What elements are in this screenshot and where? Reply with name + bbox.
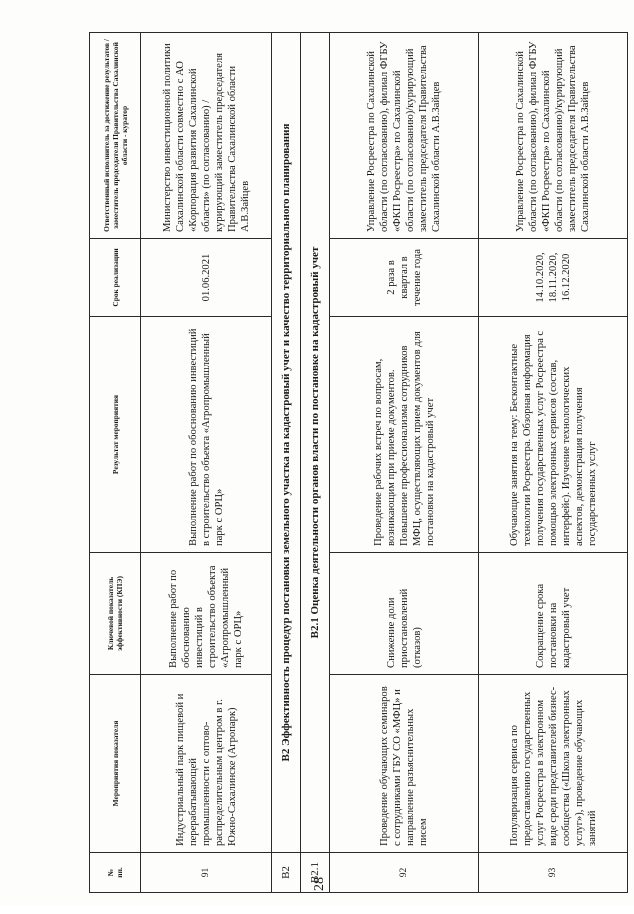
activity-cell: Проведение обучающих семинаров с сотрудниками ГБУ СО «МФЦ» и направление разъяснительных писем: [330, 675, 479, 853]
activity-cell: Популяризация сервиса по предоставлению государственных услуг Росреестра в электронном виде среди представителей бизнес-сообщества («Школа электронных услуг»), проведение обучающих занятий: [479, 675, 628, 853]
section-number: B2: [272, 853, 301, 893]
measures-table: [89, 32, 628, 893]
table-header-row: [90, 33, 141, 893]
row-number: 91: [141, 853, 272, 893]
section-number: B2.1: [301, 853, 330, 893]
table-row-92: [330, 33, 479, 893]
header-responsible: Ответственный исполнитель за достижение результатов / заместитель председателя Правительства Сахалинской области - куратор: [90, 33, 141, 239]
result-cell: Выполнение работ по обоснованию инвестиций в строительство объекта «Агропромышленный парк с ОРЦ»: [141, 317, 272, 553]
page-number: 28: [312, 877, 327, 891]
section-row-b21: [301, 33, 330, 893]
activity-cell: Индустриальный парк пищевой и перерабатывающей промышленности с оптово-распределительным центром в г. Южно-Сахалинске (Агропарк): [141, 675, 272, 853]
table-row-91: [141, 33, 272, 893]
term-cell: 2 раза в квартал в течение года: [330, 239, 479, 317]
responsible-cell: Управление Росреестра по Сахалинской области (по согласованию), филиал ФГБУ «ФКП Росреестра» по Сахалинской области (по согласованию)/курирующий заместитель председателя Правительства Сахалинской области А.В.Зайцев: [479, 33, 628, 239]
responsible-cell: Управление Росреестра по Сахалинской области (по согласованию), филиал ФГБУ «ФКП Росреестра» по Сахалинской области (по согласованию)/курирующий заместитель председателя Правительства Сахалинской области А.В.Зайцев: [330, 33, 479, 239]
kpi-cell: Снижение доли приостановлений (отказов): [330, 553, 479, 675]
section-row-b2: [272, 33, 301, 893]
header-num: № пп.: [90, 853, 141, 893]
term-cell: 14.10.2020, 18.11.2020, 16.12.2020: [479, 239, 628, 317]
term-cell: 01.06.2021: [141, 239, 272, 317]
result-cell: Проведение рабочих встреч по вопросам, возникающим при приеме документов. Повышение профессионализма сотрудников МФЦ, осуществляющих прием документов для постановки на кадастровый учет: [330, 317, 479, 553]
responsible-cell: Министерство инвестиционной политики Сахалинской области совместно с АО «Корпорация развития Сахалинской области» (по согласованию) / курирующий заместитель председателя Правительства Сахалинской области А.В.Зайцев: [141, 33, 272, 239]
row-number: 92: [330, 853, 479, 893]
row-number: 93: [479, 853, 628, 893]
header-kpi: Ключевой показатель эффективности (КПЭ): [90, 553, 141, 675]
header-term: Срок реализации: [90, 239, 141, 317]
section-title: B2.1 Оценка деятельности органов власти по постановке на кадастровый учет: [301, 33, 330, 853]
kpi-cell: Сокращение срока постановки на кадастровый учет: [479, 553, 628, 675]
section-title: B2 Эффективность процедур постановки земельного участка на кадастровый учет и качество территориального планирования: [272, 33, 301, 853]
header-result: Результат мероприятия: [90, 317, 141, 553]
kpi-cell: Выполнение работ по обоснованию инвестиций в строительство объекта «Агропромышленный парк с ОРЦ»: [141, 553, 272, 675]
table-row-93: [479, 33, 628, 893]
header-activity: Мероприятия показателя: [90, 675, 141, 853]
result-cell: Обучающие занятия на тему: Бесконтактные технологии Росреестра. Обзорная информация получения государственных услуг Росреестра с помощью электронных сервисов (состав, интерфейс). Изучение технологических аспектов, демонстрация получения государственных услуг: [479, 317, 628, 553]
